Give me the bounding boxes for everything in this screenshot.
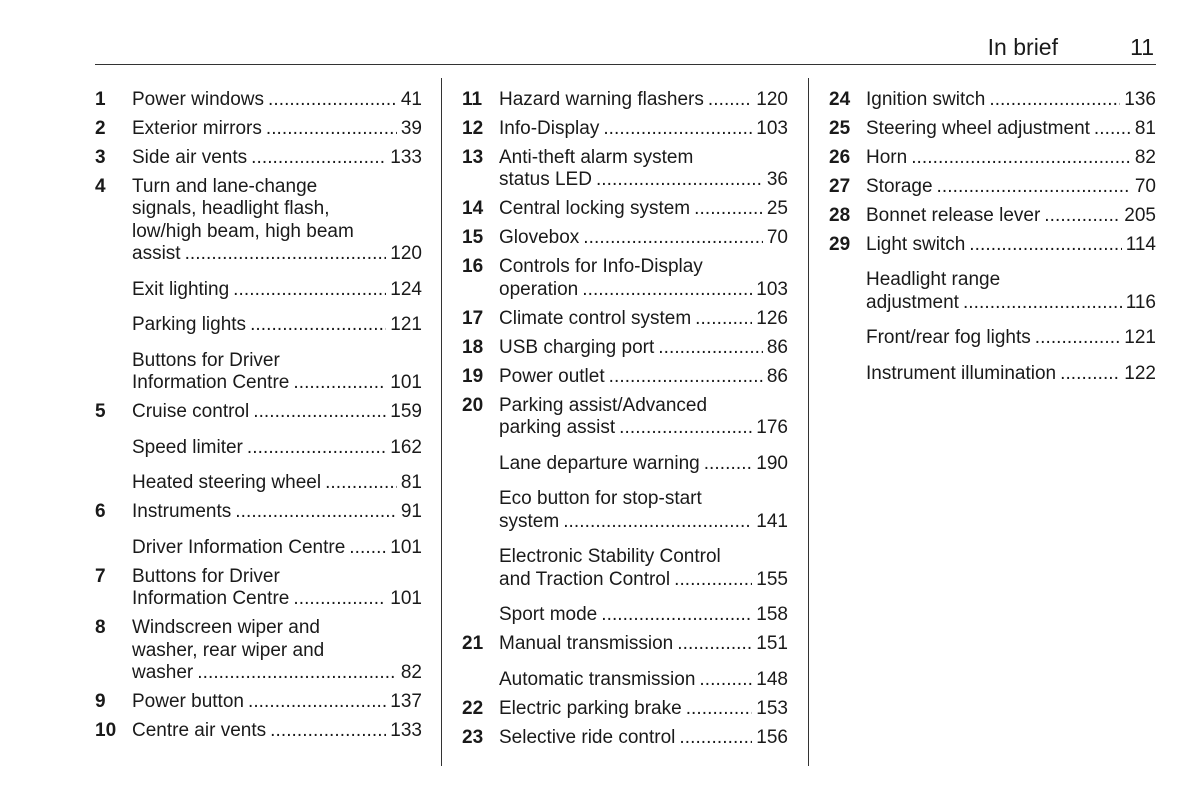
entry-title: Front/rear fog lights — [866, 327, 1031, 348]
entry-title: washer — [132, 662, 194, 683]
dot-leader — [686, 698, 753, 721]
entry-number: 9 — [95, 691, 106, 712]
entry-title: Speed limiter — [132, 436, 243, 458]
index-entry — [95, 350, 422, 395]
entry-reference-line — [132, 720, 422, 743]
page-reference-link[interactable]: 136 — [1124, 88, 1156, 110]
dot-leader — [704, 453, 753, 476]
page-reference-link[interactable]: 86 — [766, 365, 788, 387]
entry-title: Central locking system — [499, 198, 691, 219]
index-entry — [462, 727, 788, 750]
entry-number: 29 — [829, 233, 851, 255]
column-divider — [441, 78, 442, 766]
dot-leader — [197, 662, 397, 685]
page-reference-link[interactable]: 82 — [1134, 146, 1156, 168]
entry-reference-line — [499, 417, 788, 440]
page-reference-link[interactable]: 190 — [756, 452, 788, 474]
page-reference-link[interactable]: 101 — [390, 536, 422, 558]
entry-title: and Traction Control — [499, 568, 671, 590]
entry-reference-line — [132, 372, 422, 395]
entry-title: Storage — [866, 175, 933, 197]
dot-leader — [293, 588, 386, 611]
page-reference-link[interactable]: 176 — [756, 417, 788, 438]
entry-title: Selective ride control — [499, 726, 676, 748]
entry-title: Ignition switch — [866, 88, 986, 110]
page-reference-link[interactable]: 205 — [1124, 204, 1156, 226]
entry-reference-line — [499, 227, 788, 250]
index-entry — [95, 691, 422, 714]
entry-number: 11 — [462, 88, 483, 110]
index-entry — [462, 669, 788, 692]
entry-reference-line — [499, 169, 788, 192]
dot-leader — [349, 537, 386, 560]
entry-title: status LED — [499, 169, 592, 190]
entry-number: 8 — [95, 617, 106, 638]
entry-title: Lane departure warning — [499, 452, 700, 474]
dot-leader — [694, 198, 763, 221]
entry-reference-line — [499, 89, 788, 112]
entry-number: 14 — [462, 198, 484, 219]
dot-leader — [1044, 205, 1120, 228]
page-reference-link[interactable]: 101 — [390, 588, 422, 609]
entry-title: Heated steering wheel — [132, 472, 322, 493]
entry-title-line: Headlight range — [866, 269, 1001, 290]
entry-number: 28 — [829, 204, 851, 226]
page-reference-link[interactable]: 25 — [766, 198, 788, 219]
page-reference-link[interactable]: 159 — [390, 401, 422, 422]
entry-reference-line — [132, 147, 422, 170]
entry-number: 19 — [462, 365, 484, 387]
entry-reference-line — [499, 669, 788, 692]
entry-title-line: Eco button for stop-start — [499, 488, 702, 509]
page-reference-link[interactable]: 114 — [1125, 233, 1156, 255]
entry-reference-line — [132, 118, 422, 141]
dot-leader — [235, 501, 397, 524]
page-reference-link[interactable]: 126 — [756, 307, 788, 329]
index-entry — [829, 205, 1156, 228]
dot-leader — [679, 727, 752, 750]
entry-reference-line — [866, 327, 1156, 350]
entry-reference-line — [499, 569, 788, 592]
dot-leader — [250, 314, 386, 337]
index-entry — [95, 720, 422, 743]
section-title: In brief — [987, 34, 1058, 60]
entry-number: 23 — [462, 726, 484, 748]
page-reference-link[interactable]: 81 — [400, 472, 422, 493]
index-entry — [95, 472, 422, 495]
entry-reference-line — [132, 501, 422, 524]
entry-title: USB charging port — [499, 336, 655, 358]
entry-reference-line — [499, 604, 788, 627]
entry-title: Information Centre — [132, 588, 290, 609]
entry-reference-line — [866, 147, 1156, 170]
dot-leader — [270, 720, 386, 743]
entry-number: 6 — [95, 501, 106, 522]
entry-title: Steering wheel adjustment — [866, 117, 1090, 139]
dot-leader — [601, 604, 752, 627]
entry-reference-line — [499, 727, 788, 750]
dot-leader — [1035, 327, 1121, 350]
entry-number: 13 — [462, 146, 484, 168]
dot-leader — [563, 511, 752, 534]
index-entry — [829, 269, 1156, 314]
entry-title: Electric parking brake — [499, 697, 682, 719]
page-reference-link[interactable]: 70 — [1134, 175, 1156, 197]
entry-reference-line — [499, 308, 788, 331]
page-reference-link[interactable]: 137 — [390, 691, 422, 712]
entry-title-line: Turn and lane-change — [132, 175, 318, 197]
dot-leader — [695, 308, 752, 331]
page-reference-link[interactable]: 36 — [766, 169, 788, 190]
index-entry — [95, 617, 422, 685]
index-entry — [95, 176, 422, 266]
index-entry — [829, 234, 1156, 257]
entry-reference-line — [866, 292, 1156, 315]
page-reference-link[interactable]: 121 — [1124, 327, 1156, 348]
entry-title-line: Windscreen wiper and — [132, 617, 320, 638]
index-entry — [462, 337, 788, 360]
column-divider — [808, 78, 809, 766]
entry-title: Manual transmission — [499, 633, 674, 654]
entry-reference-line — [132, 437, 422, 460]
page-reference-link[interactable]: 41 — [400, 88, 422, 110]
entry-reference-line — [499, 337, 788, 360]
entry-title: operation — [499, 278, 579, 300]
entry-title: assist — [132, 243, 181, 264]
index-entry — [829, 176, 1156, 199]
entry-title: Exterior mirrors — [132, 117, 262, 139]
entry-title-line: Buttons for Driver — [132, 349, 280, 371]
entry-number: 25 — [829, 117, 851, 139]
entry-reference-line — [866, 205, 1156, 228]
dot-leader — [969, 234, 1121, 257]
index-entry — [462, 366, 788, 389]
page-reference-link[interactable]: 81 — [1134, 117, 1156, 139]
page-header — [95, 32, 1156, 65]
entry-number: 7 — [95, 565, 106, 587]
index-entry — [462, 198, 788, 221]
dot-leader — [609, 366, 763, 389]
index-entry — [462, 546, 788, 591]
entry-reference-line — [132, 662, 422, 685]
dot-leader — [233, 279, 386, 302]
entry-title: Centre air vents — [132, 720, 267, 741]
page-reference-link[interactable]: 91 — [400, 501, 422, 522]
index-entry — [95, 537, 422, 560]
index-entry — [462, 227, 788, 250]
entry-title: Parking lights — [132, 314, 247, 335]
dot-leader — [619, 417, 752, 440]
page-reference-link[interactable]: 120 — [390, 243, 422, 264]
entry-title-line: Controls for Info-Display — [499, 256, 703, 277]
entry-number: 18 — [462, 336, 484, 358]
entry-number: 17 — [462, 307, 484, 329]
entry-title-line: Anti-theft alarm system — [499, 146, 694, 168]
entry-reference-line — [866, 363, 1156, 386]
page-reference-link[interactable]: 155 — [756, 568, 788, 590]
index-entry — [95, 147, 422, 170]
entry-number: 16 — [462, 256, 484, 277]
index-entry — [462, 118, 788, 141]
entry-reference-line — [499, 698, 788, 721]
entry-reference-line — [132, 537, 422, 560]
entry-title: parking assist — [499, 417, 616, 438]
entry-title: Instruments — [132, 501, 232, 522]
entry-number: 10 — [95, 720, 117, 741]
page-reference-link[interactable]: 121 — [390, 314, 422, 335]
entry-number: 12 — [462, 117, 484, 139]
dot-leader — [937, 176, 1131, 199]
index-entry — [95, 437, 422, 460]
entry-title: Info-Display — [499, 117, 600, 139]
page-reference-link[interactable]: 151 — [756, 633, 788, 654]
entry-title: Information Centre — [132, 372, 290, 393]
index-entry — [462, 698, 788, 721]
page-reference-link[interactable]: 101 — [390, 372, 422, 393]
entry-number: 4 — [95, 175, 106, 197]
entry-reference-line — [132, 279, 422, 302]
entry-number: 22 — [462, 697, 484, 719]
index-column-3 — [829, 82, 1156, 385]
entry-title-line: Buttons for Driver — [132, 565, 280, 587]
page-reference-link[interactable]: 162 — [390, 436, 422, 458]
index-entry — [462, 89, 788, 112]
entry-title: Glovebox — [499, 227, 580, 248]
entry-reference-line — [132, 691, 422, 714]
page-reference-link[interactable]: 82 — [400, 662, 422, 683]
entry-title: Light switch — [866, 233, 966, 255]
entry-title-line: washer, rear wiper and — [132, 639, 325, 661]
entry-reference-line — [499, 118, 788, 141]
entry-reference-line — [866, 89, 1156, 112]
index-entry — [462, 147, 788, 192]
dot-leader — [266, 118, 397, 141]
page-reference-link[interactable]: 133 — [390, 720, 422, 741]
entry-reference-line — [499, 279, 788, 302]
entry-title-line: low/high beam, high beam — [132, 220, 354, 242]
entry-number: 21 — [462, 633, 484, 654]
entry-title: Sport mode — [499, 604, 598, 625]
index-entry — [829, 89, 1156, 112]
entry-title: Instrument illumination — [866, 362, 1057, 384]
page-reference-link[interactable]: 133 — [390, 146, 422, 168]
index-entry — [95, 401, 422, 424]
dot-leader — [596, 169, 763, 192]
entry-reference-line — [132, 243, 422, 266]
dot-leader — [583, 227, 763, 250]
entry-reference-line — [132, 588, 422, 611]
index-entry — [829, 118, 1156, 141]
dot-leader — [247, 437, 386, 460]
page-number: 11 — [1130, 34, 1154, 60]
page-reference-link[interactable]: 124 — [390, 278, 422, 300]
page-reference-link[interactable]: 39 — [400, 117, 422, 139]
entry-reference-line — [866, 118, 1156, 141]
index-entry — [462, 633, 788, 656]
entry-title: Hazard warning flashers — [499, 88, 704, 110]
index-entry — [829, 363, 1156, 386]
dot-leader — [325, 472, 397, 495]
entry-title: system — [499, 510, 560, 532]
index-entry — [462, 488, 788, 533]
entry-title: Exit lighting — [132, 278, 230, 300]
dot-leader — [1060, 363, 1120, 386]
entry-reference-line — [132, 89, 422, 112]
entry-title-line: Electronic Stability Control — [499, 546, 721, 567]
entry-number: 26 — [829, 146, 851, 168]
entry-title: Power outlet — [499, 365, 605, 387]
entry-title: Horn — [866, 146, 908, 168]
page-reference-link[interactable]: 70 — [766, 227, 788, 248]
entry-title: Side air vents — [132, 146, 248, 168]
entry-reference-line — [499, 366, 788, 389]
dot-leader — [253, 401, 386, 424]
dot-leader — [293, 372, 386, 395]
index-entry — [95, 89, 422, 112]
entry-title: Cruise control — [132, 401, 250, 422]
page-reference-link[interactable]: 86 — [766, 336, 788, 358]
entry-number: 20 — [462, 394, 484, 416]
page-reference-link[interactable]: 122 — [1124, 362, 1156, 384]
entry-reference-line — [499, 633, 788, 656]
dot-leader — [268, 89, 397, 112]
entry-number: 24 — [829, 88, 851, 110]
entry-reference-line — [132, 314, 422, 337]
dot-leader — [582, 279, 752, 302]
page-reference-link[interactable]: 141 — [756, 510, 788, 532]
dot-leader — [963, 292, 1122, 315]
dot-leader — [185, 243, 387, 266]
entry-title: Power button — [132, 691, 244, 712]
index-column-1 — [95, 82, 422, 743]
entry-number: 2 — [95, 117, 106, 139]
entry-title-line: signals, headlight flash, — [132, 198, 330, 219]
entry-title: Power windows — [132, 88, 264, 110]
page-reference-link[interactable]: 103 — [756, 117, 788, 139]
entry-number: 3 — [95, 146, 106, 168]
index-entry — [829, 147, 1156, 170]
entry-number: 27 — [829, 175, 851, 197]
dot-leader — [989, 89, 1120, 112]
entry-title: Automatic transmission — [499, 668, 696, 690]
entry-reference-line — [866, 234, 1156, 257]
index-entry — [95, 501, 422, 524]
dot-leader — [699, 669, 752, 692]
dot-leader — [658, 337, 763, 360]
page-reference-link[interactable]: 158 — [756, 604, 788, 625]
dot-leader — [1094, 118, 1131, 141]
index-entry — [829, 327, 1156, 350]
entry-number: 1 — [95, 88, 106, 110]
index-entry — [95, 314, 422, 337]
entry-title: Driver Information Centre — [132, 536, 346, 558]
page-reference-link[interactable]: 120 — [756, 88, 788, 110]
index-entry — [95, 566, 422, 611]
entry-reference-line — [132, 472, 422, 495]
page-reference-link[interactable]: 116 — [1125, 291, 1156, 313]
entry-reference-line — [499, 198, 788, 221]
entry-title: Bonnet release lever — [866, 204, 1041, 226]
entry-title: Climate control system — [499, 307, 692, 329]
index-entry — [462, 395, 788, 440]
index-entry — [95, 279, 422, 302]
index-entry — [462, 256, 788, 301]
entry-reference-line — [132, 401, 422, 424]
index-entry — [462, 308, 788, 331]
dot-leader — [677, 633, 752, 656]
entry-reference-line — [866, 176, 1156, 199]
index-entry — [462, 604, 788, 627]
entry-reference-line — [499, 453, 788, 476]
entry-number: 15 — [462, 227, 484, 248]
dot-leader — [251, 147, 386, 170]
entry-number: 5 — [95, 401, 106, 422]
dot-leader — [708, 89, 752, 112]
dot-leader — [248, 691, 386, 714]
index-entry — [95, 118, 422, 141]
dot-leader — [603, 118, 752, 141]
entry-title: adjustment — [866, 291, 959, 313]
index-column-2 — [462, 82, 788, 749]
entry-title-line: Parking assist/Advanced — [499, 394, 708, 416]
page-reference-link[interactable]: 153 — [756, 697, 788, 719]
index-entry — [462, 453, 788, 476]
entry-reference-line — [499, 511, 788, 534]
page-reference-link[interactable]: 148 — [756, 668, 788, 690]
page-reference-link[interactable]: 156 — [756, 726, 788, 748]
dot-leader — [674, 569, 752, 592]
dot-leader — [911, 147, 1131, 170]
page-reference-link[interactable]: 103 — [756, 278, 788, 300]
